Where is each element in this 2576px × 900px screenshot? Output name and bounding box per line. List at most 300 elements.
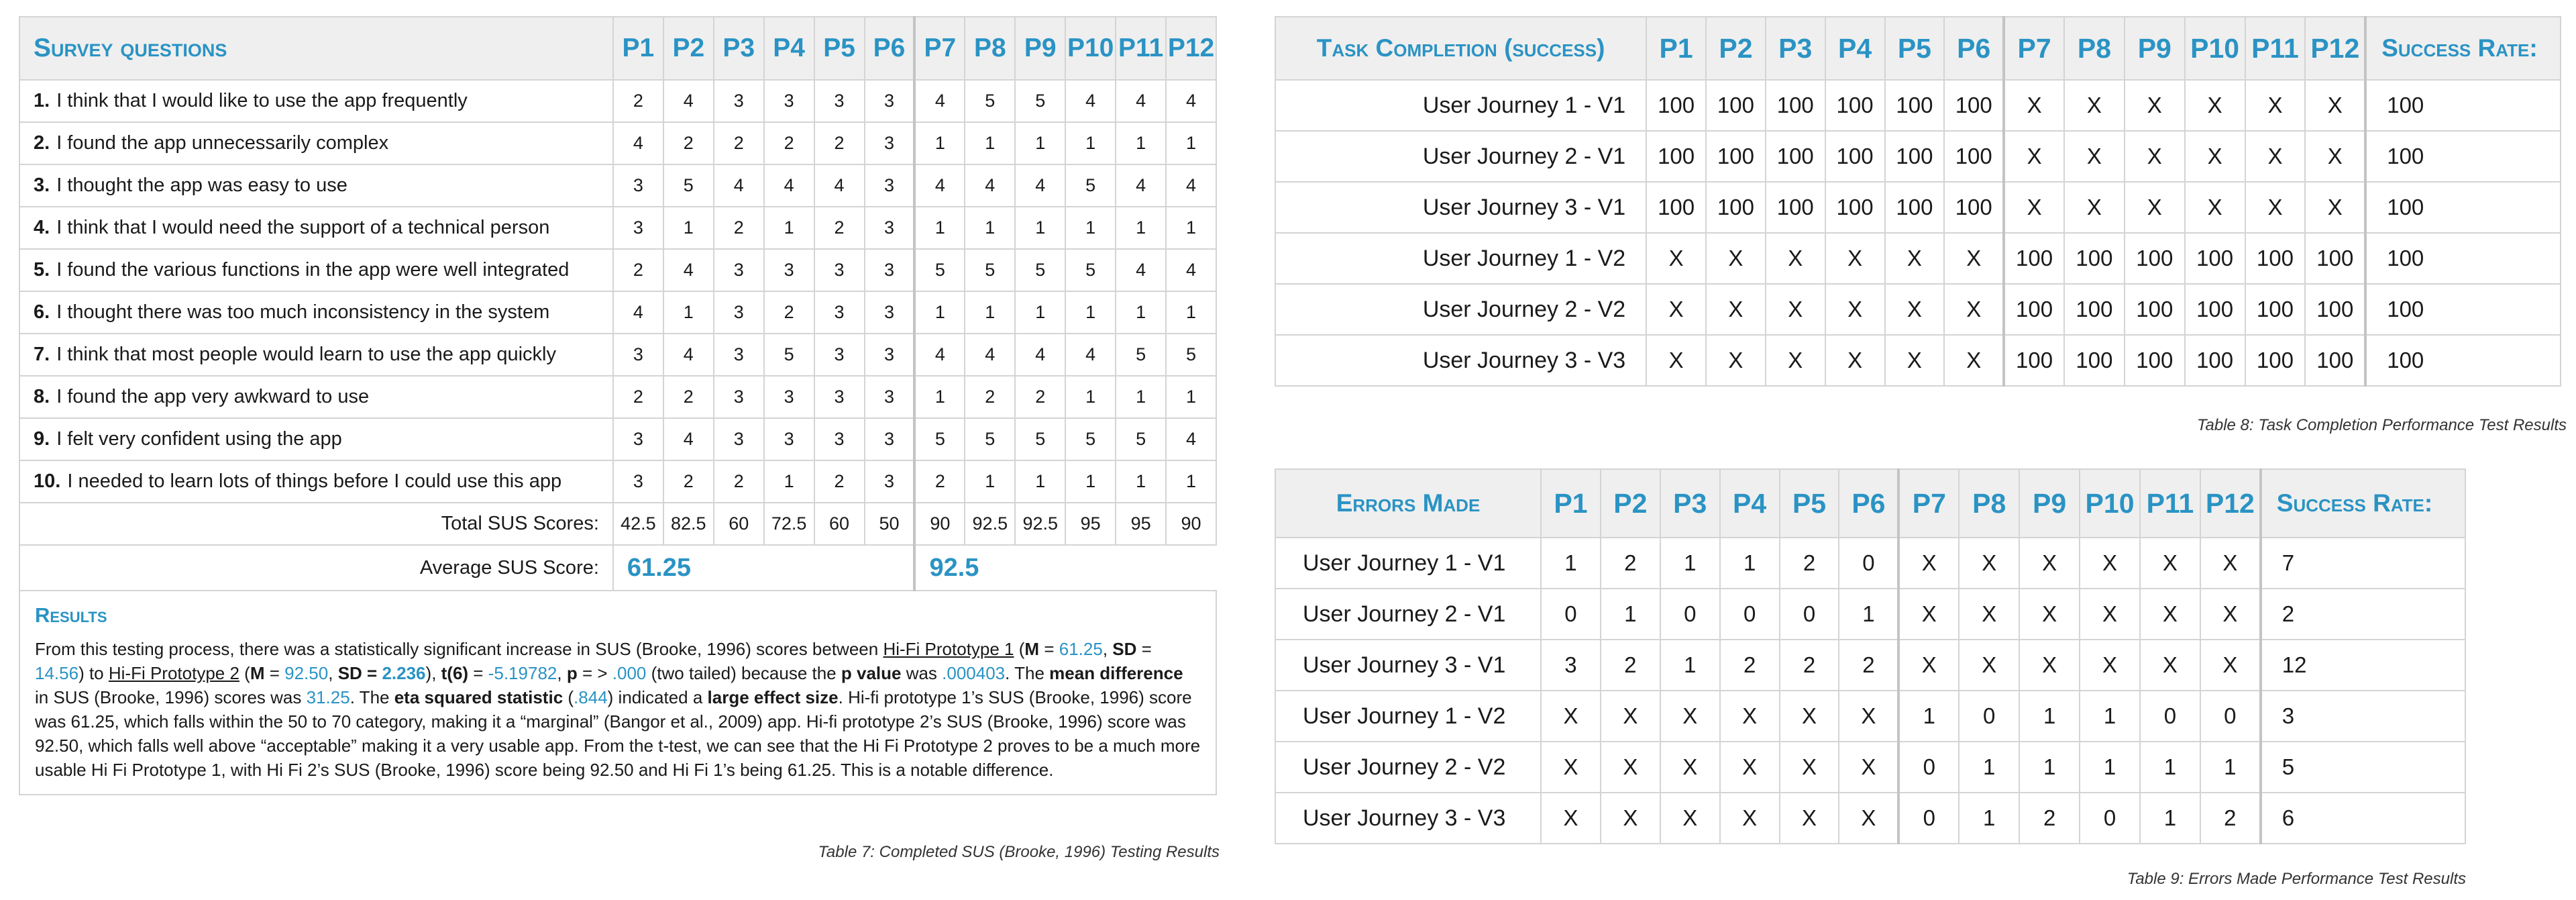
task-value-cell: 100 bbox=[1825, 131, 1885, 182]
sus-question-row bbox=[19, 376, 1216, 418]
task-value-cell: X bbox=[2185, 131, 2245, 182]
sus-score-cell: 4 bbox=[1166, 249, 1216, 291]
sus-score-cell: 1 bbox=[1065, 460, 1116, 503]
errors-col-p7: P7 bbox=[1898, 469, 1959, 538]
errors-value-cell: X bbox=[1780, 793, 1839, 844]
task-value-cell: 100 bbox=[2185, 233, 2245, 284]
task-value-cell: 100 bbox=[2305, 233, 2365, 284]
sus-score-cell: 3 bbox=[764, 418, 814, 460]
sus-score-cell: 2 bbox=[1015, 376, 1065, 418]
sus-total-p11: 95 bbox=[1116, 503, 1166, 545]
sus-score-cell: 1 bbox=[1116, 291, 1166, 334]
errors-value-cell: X bbox=[1541, 691, 1601, 742]
sus-question bbox=[19, 249, 613, 291]
task-rate-cell: 100 bbox=[2365, 182, 2561, 233]
task-row-label: User Journey 2 - V1 bbox=[1275, 131, 1646, 182]
sus-question bbox=[19, 418, 613, 460]
errors-value-cell: 1 bbox=[1959, 742, 2019, 793]
errors-col-p10: P10 bbox=[2080, 469, 2140, 538]
errors-col-p12: P12 bbox=[2200, 469, 2261, 538]
sus-score-cell: 2 bbox=[814, 122, 865, 164]
errors-value-cell: 2 bbox=[2019, 793, 2080, 844]
sus-score-cell: 3 bbox=[814, 418, 865, 460]
errors-value-cell: X bbox=[2019, 589, 2080, 640]
sus-score-cell: 1 bbox=[914, 122, 965, 164]
errors-row bbox=[1275, 589, 2465, 640]
errors-value-cell: X bbox=[1720, 742, 1780, 793]
sus-question bbox=[19, 122, 613, 164]
sus-score-cell: 2 bbox=[663, 460, 714, 503]
sus-question-number: 10. bbox=[34, 470, 61, 492]
errors-value-cell: 0 bbox=[1898, 793, 1959, 844]
errors-value-cell: X bbox=[1601, 691, 1660, 742]
errors-value-cell: X bbox=[1601, 742, 1660, 793]
sus-score-cell: 5 bbox=[965, 418, 1015, 460]
errors-value-cell: 1 bbox=[1660, 538, 1720, 589]
sus-question bbox=[19, 334, 613, 376]
sus-score-cell: 3 bbox=[613, 164, 663, 207]
errors-value-cell: 0 bbox=[1541, 589, 1601, 640]
errors-value-cell: 2 bbox=[1601, 640, 1660, 691]
errors-value-cell: 1 bbox=[1898, 691, 1959, 742]
errors-col-p11: P11 bbox=[2140, 469, 2200, 538]
task-rate-cell: 100 bbox=[2365, 233, 2561, 284]
sus-question-row bbox=[19, 80, 1216, 122]
task-value-cell: X bbox=[1885, 335, 1945, 386]
sus-total-p7: 90 bbox=[914, 503, 965, 545]
sus-score-cell: 3 bbox=[814, 291, 865, 334]
task-value-cell: X bbox=[1825, 233, 1885, 284]
sus-total-p3: 60 bbox=[714, 503, 764, 545]
errors-col-p4: P4 bbox=[1720, 469, 1780, 538]
sus-score-cell: 1 bbox=[965, 291, 1015, 334]
sus-score-cell: 5 bbox=[1015, 418, 1065, 460]
sus-score-cell: 5 bbox=[914, 249, 965, 291]
sus-score-cell: 3 bbox=[814, 334, 865, 376]
sus-question-text: I felt very confident using the app bbox=[56, 428, 342, 450]
task-rate-cell: 100 bbox=[2365, 80, 2561, 131]
errors-value-cell: X bbox=[2140, 640, 2200, 691]
sus-score-cell: 5 bbox=[965, 249, 1015, 291]
task-value-cell: 100 bbox=[2305, 335, 2365, 386]
task-success-rate-header: Success Rate: bbox=[2365, 17, 2561, 80]
errors-title: Errors Made bbox=[1275, 469, 1541, 538]
task-value-cell: X bbox=[1944, 233, 2004, 284]
errors-success-rate-header: Success Rate: bbox=[2261, 469, 2465, 538]
sus-total-p6: 50 bbox=[865, 503, 915, 545]
sus-score-cell: 2 bbox=[764, 291, 814, 334]
errors-col-p1: P1 bbox=[1541, 469, 1601, 538]
sus-question-text: I found the app unnecessarily complex bbox=[56, 132, 389, 154]
errors-value-cell: 1 bbox=[1959, 793, 2019, 844]
sus-score-cell: 2 bbox=[663, 376, 714, 418]
sus-col-p9: P9 bbox=[1015, 17, 1065, 80]
sus-score-cell: 2 bbox=[965, 376, 1015, 418]
sus-score-cell: 4 bbox=[965, 334, 1015, 376]
errors-col-p5: P5 bbox=[1780, 469, 1839, 538]
sus-col-p2: P2 bbox=[663, 17, 714, 80]
errors-col-p2: P2 bbox=[1601, 469, 1660, 538]
task-value-cell: X bbox=[1646, 233, 1706, 284]
sus-question bbox=[19, 164, 613, 207]
errors-rate-cell: 7 bbox=[2261, 538, 2465, 589]
sus-score-cell: 3 bbox=[814, 80, 865, 122]
sus-score-cell: 3 bbox=[764, 249, 814, 291]
sus-score-cell: 2 bbox=[714, 122, 764, 164]
sus-score-cell: 4 bbox=[613, 291, 663, 334]
errors-value-cell: X bbox=[1839, 742, 1898, 793]
errors-value-cell: 0 bbox=[1898, 742, 1959, 793]
errors-col-p3: P3 bbox=[1660, 469, 1720, 538]
task-value-cell: 100 bbox=[2004, 335, 2064, 386]
sus-score-cell: 1 bbox=[1116, 122, 1166, 164]
errors-value-cell: 1 bbox=[1541, 538, 1601, 589]
sus-score-cell: 4 bbox=[663, 418, 714, 460]
sus-score-cell: 3 bbox=[814, 249, 865, 291]
task-value-cell: X bbox=[1646, 284, 1706, 335]
task-body bbox=[1275, 80, 2561, 386]
table7-caption: Table 7: Completed SUS (Brooke, 1996) Testing Results bbox=[818, 843, 1220, 861]
task-value-cell: X bbox=[2004, 182, 2064, 233]
sus-col-p8: P8 bbox=[965, 17, 1015, 80]
sus-question-row bbox=[19, 418, 1216, 460]
sus-score-cell: 1 bbox=[1116, 207, 1166, 249]
sus-score-cell: 2 bbox=[764, 122, 814, 164]
sus-score-cell: 4 bbox=[1065, 334, 1116, 376]
sus-score-cell: 2 bbox=[714, 207, 764, 249]
errors-value-cell: 1 bbox=[1839, 589, 1898, 640]
task-value-cell: X bbox=[1885, 284, 1945, 335]
errors-header-row bbox=[1275, 469, 2465, 538]
sus-score-cell: 4 bbox=[714, 164, 764, 207]
sus-score-cell: 4 bbox=[814, 164, 865, 207]
results-section bbox=[19, 591, 1216, 795]
task-value-cell: X bbox=[1646, 335, 1706, 386]
hifi2-link: Hi-Fi Prototype 2 bbox=[108, 663, 239, 683]
task-header-row bbox=[1275, 17, 2561, 80]
errors-value-cell: 0 bbox=[2200, 691, 2261, 742]
sus-score-cell: 5 bbox=[1065, 249, 1116, 291]
sus-total-p5: 60 bbox=[814, 503, 865, 545]
sus-question-row bbox=[19, 207, 1216, 249]
task-row-label: User Journey 1 - V1 bbox=[1275, 80, 1646, 131]
sus-score-cell: 3 bbox=[865, 460, 915, 503]
errors-value-cell: X bbox=[2019, 640, 2080, 691]
sus-score-cell: 1 bbox=[1166, 207, 1216, 249]
sus-total-p10: 95 bbox=[1065, 503, 1116, 545]
errors-row-label: User Journey 1 - V1 bbox=[1275, 538, 1541, 589]
sus-score-cell: 1 bbox=[1065, 122, 1116, 164]
errors-row-label: User Journey 1 - V2 bbox=[1275, 691, 1541, 742]
sus-score-cell: 3 bbox=[714, 376, 764, 418]
errors-row bbox=[1275, 538, 2465, 589]
task-value-cell: X bbox=[1825, 335, 1885, 386]
errors-body bbox=[1275, 538, 2465, 844]
sus-total-p4: 72.5 bbox=[764, 503, 814, 545]
errors-row-label: User Journey 2 - V1 bbox=[1275, 589, 1541, 640]
errors-value-cell: 1 bbox=[2140, 742, 2200, 793]
sus-question-text: I think that I would need the support of a technical person bbox=[56, 217, 550, 238]
errors-value-cell: X bbox=[1839, 793, 1898, 844]
sus-question-row bbox=[19, 122, 1216, 164]
sus-score-cell: 5 bbox=[663, 164, 714, 207]
sus-question-number: 1. bbox=[34, 90, 50, 111]
sus-score-cell: 2 bbox=[613, 249, 663, 291]
errors-value-cell: 1 bbox=[2080, 691, 2140, 742]
sus-score-cell: 4 bbox=[1116, 164, 1166, 207]
task-rate-cell: 100 bbox=[2365, 335, 2561, 386]
errors-value-cell: X bbox=[1959, 589, 2019, 640]
sus-score-cell: 1 bbox=[1116, 376, 1166, 418]
errors-row bbox=[1275, 640, 2465, 691]
task-value-cell: 100 bbox=[2064, 233, 2125, 284]
task-col-p4: P4 bbox=[1825, 17, 1885, 80]
errors-value-cell: 1 bbox=[2019, 742, 2080, 793]
sus-score-cell: 5 bbox=[1015, 80, 1065, 122]
task-rate-cell: 100 bbox=[2365, 131, 2561, 182]
task-value-cell: X bbox=[1766, 335, 1825, 386]
sus-average-v2: 92.5 bbox=[914, 545, 1216, 591]
errors-value-cell: 0 bbox=[1839, 538, 1898, 589]
sus-score-cell: 4 bbox=[764, 164, 814, 207]
errors-value-cell: 2 bbox=[1780, 538, 1839, 589]
sus-score-cell: 3 bbox=[613, 460, 663, 503]
errors-value-cell: 1 bbox=[1601, 589, 1660, 640]
sus-col-p3: P3 bbox=[714, 17, 764, 80]
task-value-cell: 100 bbox=[2064, 284, 2125, 335]
sus-score-cell: 1 bbox=[1166, 291, 1216, 334]
errors-value-cell: 2 bbox=[1601, 538, 1660, 589]
task-value-cell: X bbox=[2185, 80, 2245, 131]
sus-score-cell: 2 bbox=[613, 80, 663, 122]
sus-question-number: 7. bbox=[34, 344, 50, 365]
task-col-p11: P11 bbox=[2245, 17, 2306, 80]
sus-body bbox=[19, 80, 1216, 503]
task-value-cell: X bbox=[1706, 284, 1766, 335]
errors-rate-cell: 2 bbox=[2261, 589, 2465, 640]
task-value-cell: X bbox=[2125, 131, 2185, 182]
task-value-cell: 100 bbox=[1944, 131, 2004, 182]
sus-score-cell: 3 bbox=[714, 418, 764, 460]
sus-question-number: 4. bbox=[34, 217, 50, 238]
errors-value-cell: 0 bbox=[1720, 589, 1780, 640]
sus-score-cell: 3 bbox=[613, 207, 663, 249]
sus-question-row bbox=[19, 334, 1216, 376]
sus-question-row bbox=[19, 460, 1216, 503]
sus-question bbox=[19, 460, 613, 503]
sus-title: Survey questions bbox=[19, 17, 613, 80]
task-row bbox=[1275, 182, 2561, 233]
sus-score-cell: 4 bbox=[613, 122, 663, 164]
sus-score-cell: 1 bbox=[663, 291, 714, 334]
errors-value-cell: 1 bbox=[2080, 742, 2140, 793]
errors-value-cell: X bbox=[2200, 640, 2261, 691]
sus-score-cell: 3 bbox=[865, 122, 915, 164]
sus-score-cell: 5 bbox=[965, 80, 1015, 122]
sus-question-number: 9. bbox=[34, 428, 50, 450]
task-value-cell: 100 bbox=[1885, 80, 1945, 131]
task-col-p10: P10 bbox=[2185, 17, 2245, 80]
task-value-cell: X bbox=[2125, 182, 2185, 233]
task-value-cell: 100 bbox=[2125, 284, 2185, 335]
sus-score-cell: 1 bbox=[914, 291, 965, 334]
sus-total-p2: 82.5 bbox=[663, 503, 714, 545]
sus-score-cell: 3 bbox=[764, 376, 814, 418]
errors-row-label: User Journey 3 - V3 bbox=[1275, 793, 1541, 844]
sus-total-row bbox=[19, 503, 1216, 545]
sus-score-cell: 5 bbox=[1065, 164, 1116, 207]
errors-row bbox=[1275, 691, 2465, 742]
results-title: Results bbox=[35, 603, 107, 627]
sus-score-cell: 3 bbox=[764, 80, 814, 122]
task-col-p3: P3 bbox=[1766, 17, 1825, 80]
sus-score-cell: 3 bbox=[865, 164, 915, 207]
sus-score-cell: 4 bbox=[1166, 164, 1216, 207]
sus-question-text: I needed to learn lots of things before I could use this app bbox=[67, 470, 562, 492]
sus-col-p4: P4 bbox=[764, 17, 814, 80]
sus-score-cell: 3 bbox=[865, 207, 915, 249]
sus-score-cell: 1 bbox=[663, 207, 714, 249]
task-value-cell: X bbox=[2064, 182, 2125, 233]
errors-row bbox=[1275, 793, 2465, 844]
errors-value-cell: X bbox=[2080, 589, 2140, 640]
task-value-cell: 100 bbox=[2245, 335, 2306, 386]
errors-value-cell: 2 bbox=[2200, 793, 2261, 844]
task-value-cell: 100 bbox=[1944, 182, 2004, 233]
task-row bbox=[1275, 284, 2561, 335]
errors-value-cell: X bbox=[1959, 538, 2019, 589]
sus-col-p10: P10 bbox=[1065, 17, 1116, 80]
sus-score-cell: 3 bbox=[714, 80, 764, 122]
task-value-cell: X bbox=[1885, 233, 1945, 284]
sus-score-cell: 1 bbox=[1166, 376, 1216, 418]
errors-value-cell: 1 bbox=[2019, 691, 2080, 742]
sus-question bbox=[19, 376, 613, 418]
task-value-cell: X bbox=[2064, 131, 2125, 182]
sus-average-row bbox=[19, 545, 1216, 591]
sus-question-number: 2. bbox=[34, 132, 50, 154]
errors-value-cell: 3 bbox=[1541, 640, 1601, 691]
sus-question-number: 3. bbox=[34, 174, 50, 196]
sus-score-cell: 1 bbox=[1015, 207, 1065, 249]
task-value-cell: 100 bbox=[1885, 131, 1945, 182]
task-value-cell: 100 bbox=[1706, 80, 1766, 131]
task-value-cell: X bbox=[1766, 284, 1825, 335]
sus-score-cell: 1 bbox=[1166, 460, 1216, 503]
task-value-cell: X bbox=[1706, 335, 1766, 386]
task-col-p7: P7 bbox=[2004, 17, 2064, 80]
task-value-cell: X bbox=[2305, 80, 2365, 131]
sus-score-cell: 1 bbox=[764, 460, 814, 503]
sus-score-cell: 1 bbox=[965, 207, 1015, 249]
errors-value-cell: 0 bbox=[2080, 793, 2140, 844]
sus-score-cell: 1 bbox=[965, 122, 1015, 164]
task-value-cell: X bbox=[1825, 284, 1885, 335]
sus-col-p7: P7 bbox=[914, 17, 965, 80]
errors-value-cell: X bbox=[1720, 793, 1780, 844]
sus-col-p6: P6 bbox=[865, 17, 915, 80]
sus-question-number: 6. bbox=[34, 301, 50, 323]
sus-question-row bbox=[19, 164, 1216, 207]
sus-score-cell: 1 bbox=[1065, 376, 1116, 418]
sus-score-cell: 3 bbox=[613, 334, 663, 376]
task-value-cell: X bbox=[1766, 233, 1825, 284]
task-col-p12: P12 bbox=[2305, 17, 2365, 80]
sus-header-row bbox=[19, 17, 1216, 80]
sus-score-cell: 2 bbox=[613, 376, 663, 418]
errors-value-cell: X bbox=[1898, 589, 1959, 640]
errors-value-cell: X bbox=[1660, 793, 1720, 844]
sus-score-cell: 1 bbox=[1065, 291, 1116, 334]
errors-col-p8: P8 bbox=[1959, 469, 2019, 538]
sus-total-p8: 92.5 bbox=[965, 503, 1015, 545]
sus-question-text: I think that most people would learn to use the app quickly bbox=[56, 344, 556, 365]
errors-value-cell: 0 bbox=[2140, 691, 2200, 742]
task-value-cell: 100 bbox=[2004, 284, 2064, 335]
task-value-cell: X bbox=[2245, 131, 2306, 182]
sus-question-text: I found the app very awkward to use bbox=[56, 386, 370, 407]
sus-score-cell: 4 bbox=[1166, 80, 1216, 122]
sus-score-cell: 1 bbox=[914, 376, 965, 418]
sus-score-cell: 1 bbox=[1116, 460, 1166, 503]
sus-score-cell: 4 bbox=[914, 80, 965, 122]
errors-value-cell: 1 bbox=[2140, 793, 2200, 844]
task-value-cell: 100 bbox=[1766, 182, 1825, 233]
errors-value-cell: X bbox=[1780, 691, 1839, 742]
sus-question-text: I found the various functions in the app were well integrated bbox=[56, 259, 570, 281]
errors-value-cell: X bbox=[2019, 538, 2080, 589]
sus-score-cell: 2 bbox=[814, 207, 865, 249]
sus-score-cell: 3 bbox=[613, 418, 663, 460]
task-row bbox=[1275, 233, 2561, 284]
sus-col-p1: P1 bbox=[613, 17, 663, 80]
errors-value-cell: 1 bbox=[1720, 538, 1780, 589]
sus-question bbox=[19, 291, 613, 334]
sus-table bbox=[19, 16, 1217, 795]
sus-score-cell: 2 bbox=[714, 460, 764, 503]
sus-score-cell: 5 bbox=[1015, 249, 1065, 291]
task-completion-table bbox=[1275, 16, 2561, 387]
task-value-cell: X bbox=[2064, 80, 2125, 131]
task-rate-cell: 100 bbox=[2365, 284, 2561, 335]
task-value-cell: 100 bbox=[1646, 131, 1706, 182]
sus-score-cell: 1 bbox=[914, 207, 965, 249]
sus-score-cell: 4 bbox=[1116, 249, 1166, 291]
sus-score-cell: 3 bbox=[865, 418, 915, 460]
sus-score-cell: 2 bbox=[663, 122, 714, 164]
errors-value-cell: X bbox=[1541, 742, 1601, 793]
errors-col-p9: P9 bbox=[2019, 469, 2080, 538]
sus-score-cell: 3 bbox=[865, 249, 915, 291]
sus-score-cell: 3 bbox=[814, 376, 865, 418]
task-value-cell: 100 bbox=[2185, 335, 2245, 386]
sus-score-cell: 3 bbox=[714, 249, 764, 291]
sus-col-p5: P5 bbox=[814, 17, 865, 80]
sus-score-cell: 5 bbox=[1116, 418, 1166, 460]
errors-value-cell: X bbox=[1660, 691, 1720, 742]
errors-row-label: User Journey 2 - V2 bbox=[1275, 742, 1541, 793]
sus-question-text: I think that I would like to use the app frequently bbox=[56, 90, 468, 111]
task-row-label: User Journey 3 - V3 bbox=[1275, 335, 1646, 386]
table8-caption: Table 8: Task Completion Performance Test Results bbox=[2197, 416, 2567, 434]
errors-value-cell: X bbox=[2200, 538, 2261, 589]
sus-score-cell: 3 bbox=[714, 291, 764, 334]
task-value-cell: X bbox=[2305, 182, 2365, 233]
task-value-cell: X bbox=[2245, 182, 2306, 233]
sus-score-cell: 5 bbox=[764, 334, 814, 376]
sus-score-cell: 4 bbox=[1015, 164, 1065, 207]
errors-value-cell: X bbox=[2200, 589, 2261, 640]
